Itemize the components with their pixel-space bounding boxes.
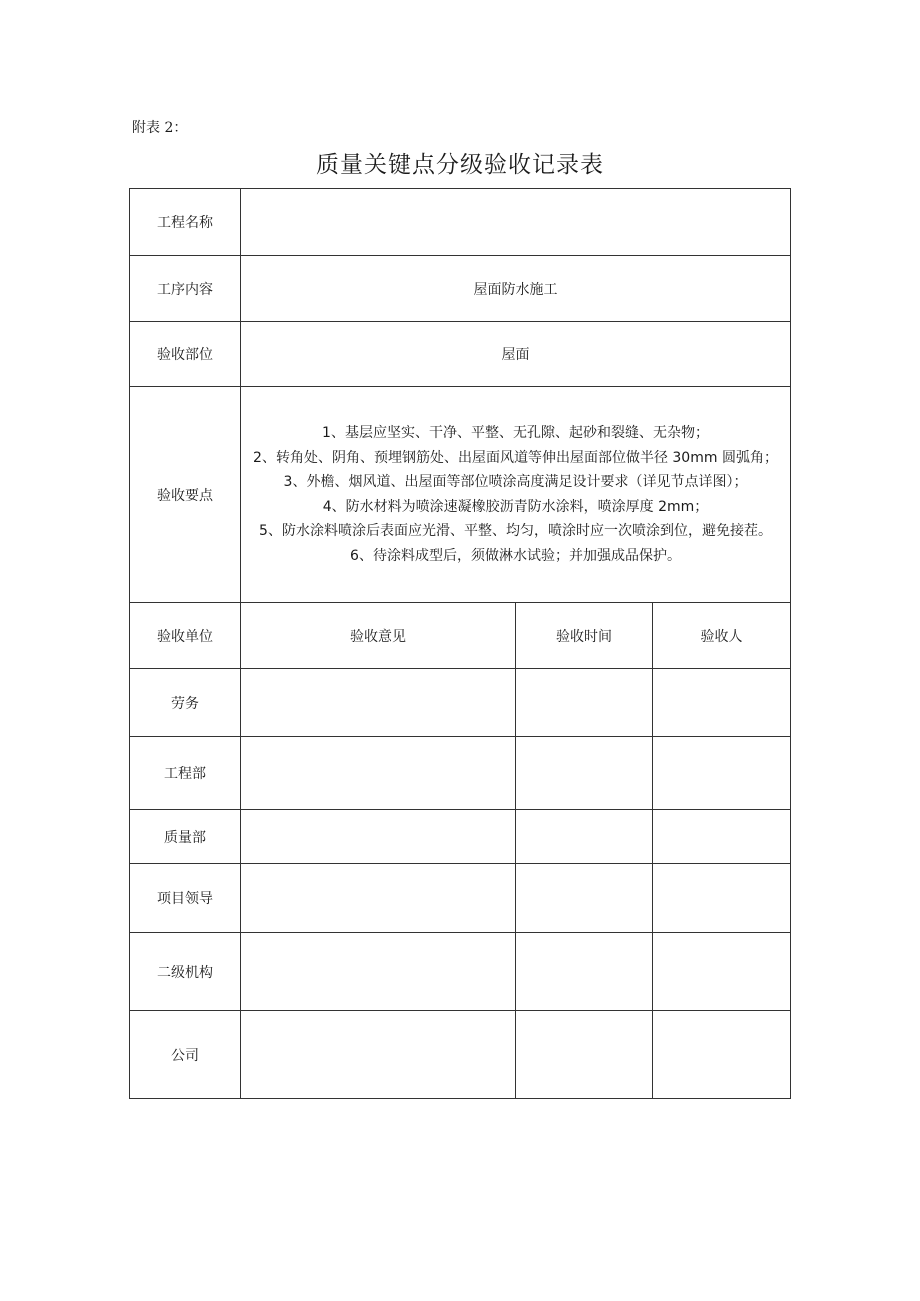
table-row [130, 1011, 791, 1099]
opinion-cell [241, 864, 516, 933]
time-cell [516, 864, 653, 933]
acceptance-points-label: 验收要点 [130, 387, 241, 603]
time-cell [516, 933, 653, 1011]
time-cell [516, 737, 653, 810]
opinion-cell [241, 1011, 516, 1099]
table-row [130, 933, 791, 1011]
unit-cell: 工程部 [130, 737, 241, 810]
acceptance-points-row [130, 387, 791, 603]
sign-header-row [130, 603, 791, 669]
acceptance-point-item: 4、防水材料为喷涂速凝橡胶沥青防水涂料，喷涂厚度 2mm； [322, 498, 709, 515]
acceptance-point-item: 5、防水涂料喷涂后表面应光滑、平整、均匀，喷涂时应一次喷涂到位，避免接茬。 [259, 523, 772, 539]
process-content-value: 屋面防水施工 [241, 256, 791, 322]
header-time: 验收时间 [516, 603, 653, 669]
header-opinion: 验收意见 [241, 603, 516, 669]
header-unit: 验收单位 [130, 603, 241, 669]
acceptance-point-item: 3、外檐、烟风道、出屋面等部位喷涂高度满足设计要求（详见节点详图）； [283, 474, 748, 490]
unit-cell: 质量部 [130, 810, 241, 864]
acceptance-part-value: 屋面 [241, 322, 791, 387]
unit-cell: 二级机构 [130, 933, 241, 1011]
project-name-label: 工程名称 [130, 189, 241, 256]
unit-cell: 劳务 [130, 669, 241, 737]
acceptance-part-row [130, 322, 791, 387]
acceptance-part-label: 验收部位 [130, 322, 241, 387]
header-person: 验收人 [653, 603, 791, 669]
project-name-value [241, 189, 791, 256]
acceptance-point-item: 1、基层应坚实、干净、平整、无孔隙、起砂和裂缝、无杂物； [322, 425, 709, 441]
opinion-cell [241, 810, 516, 864]
table-row [130, 810, 791, 864]
acceptance-points-list [241, 387, 791, 603]
opinion-cell [241, 933, 516, 1011]
process-content-label: 工序内容 [130, 256, 241, 322]
unit-cell: 项目领导 [130, 864, 241, 933]
person-cell [653, 933, 791, 1011]
project-name-row [130, 189, 791, 256]
process-content-row [130, 256, 791, 322]
page-title: 质量关键点分级验收记录表 [316, 152, 604, 178]
table-row [130, 864, 791, 933]
person-cell [653, 1011, 791, 1099]
table-row [130, 669, 791, 737]
person-cell [653, 737, 791, 810]
unit-cell: 公司 [130, 1011, 241, 1099]
acceptance-record-table [129, 188, 791, 1099]
opinion-cell [241, 737, 516, 810]
acceptance-point-item: 6、待涂料成型后，须做淋水试验；并加强成品保护。 [350, 547, 681, 564]
acceptance-point-item: 2、转角处、阴角、预埋钢筋处、出屋面风道等伸出屋面部位做半径 30mm 圆弧角； [253, 449, 778, 466]
person-cell [653, 864, 791, 933]
table-row [130, 737, 791, 810]
person-cell [653, 810, 791, 864]
person-cell [653, 669, 791, 737]
time-cell [516, 810, 653, 864]
time-cell [516, 669, 653, 737]
opinion-cell [241, 669, 516, 737]
time-cell [516, 1011, 653, 1099]
appendix-label: 附表 2： [132, 120, 188, 136]
